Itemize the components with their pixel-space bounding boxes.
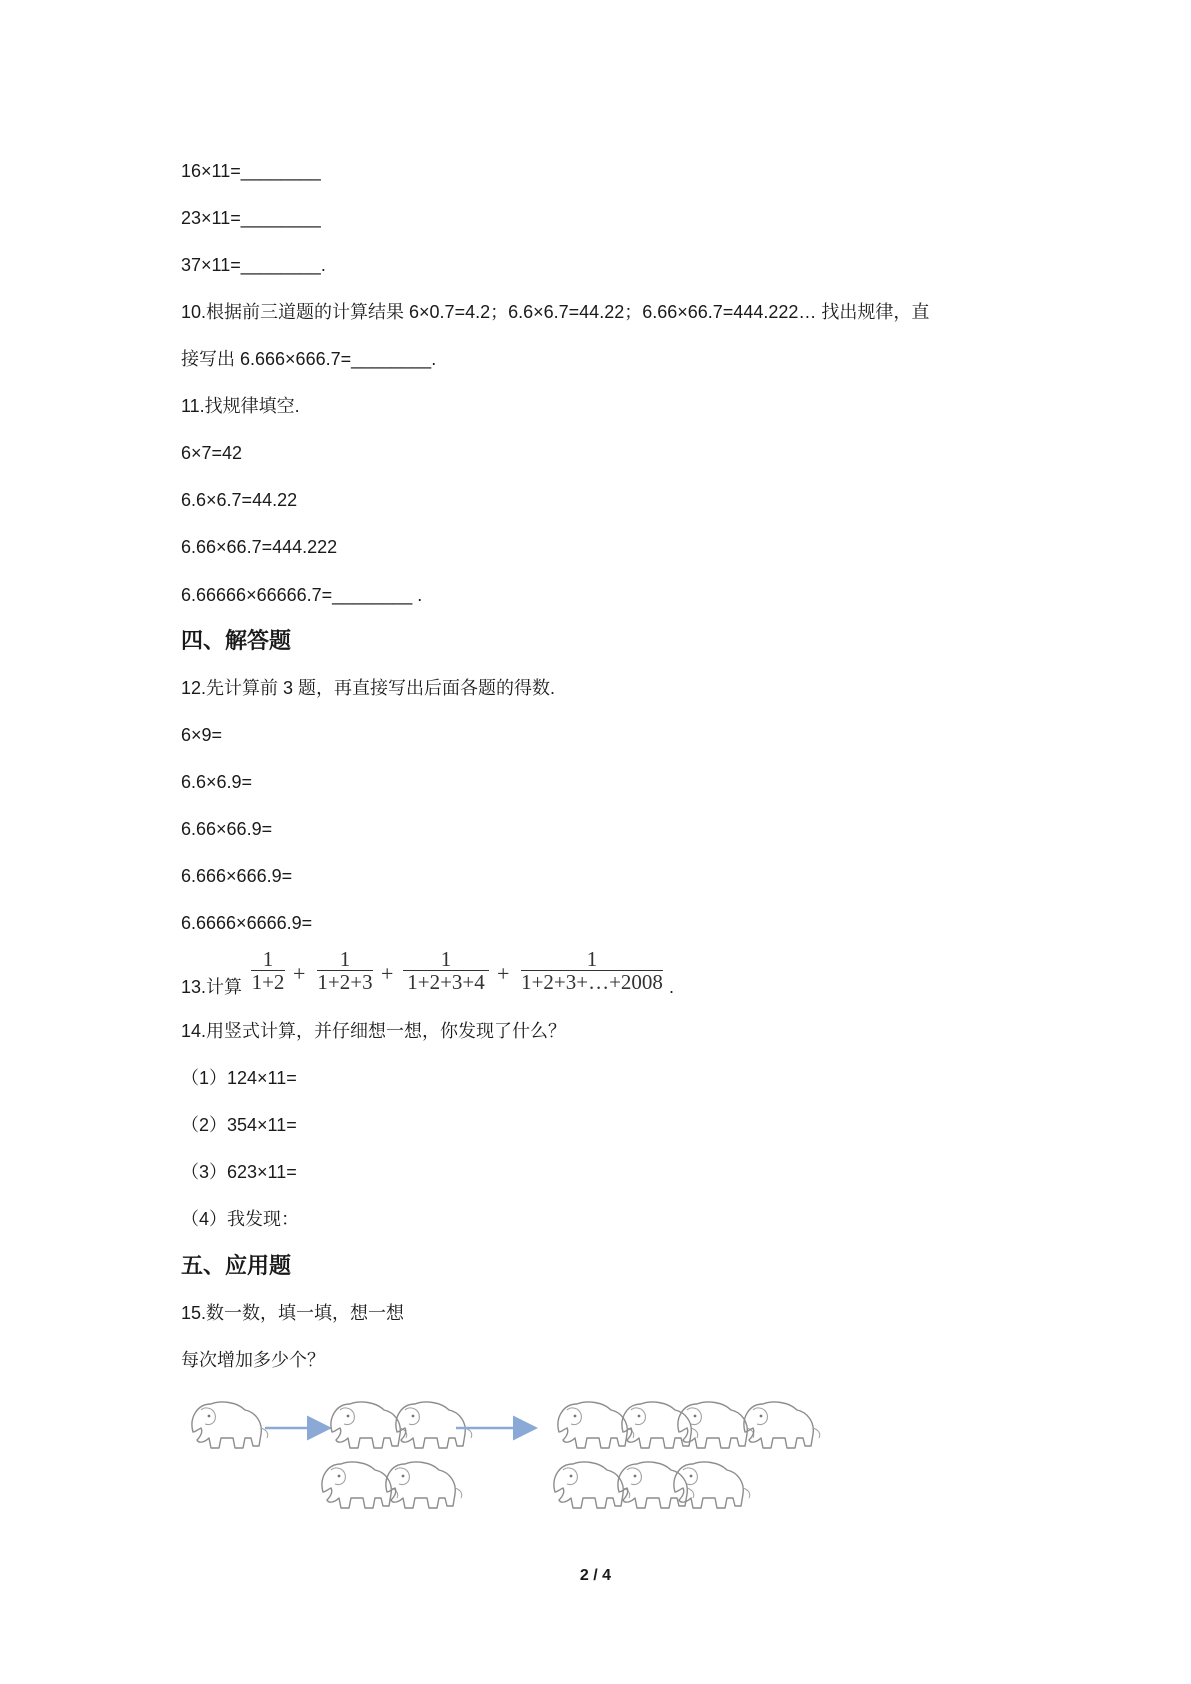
pattern-line: 6×7=42 xyxy=(181,443,243,463)
elephant-icon xyxy=(386,1462,462,1508)
pattern-line: 6.66666×66666.7=________ . xyxy=(181,585,423,605)
question-13-period: . xyxy=(669,977,675,997)
question-10-line-1: 10.根据前三道题的计算结果 6×0.7=4.2；6.6×6.7=44.22；6.66×66.7=444.222… 找出规律，直 xyxy=(181,302,930,322)
question-13-label: 13.计算 xyxy=(181,977,243,997)
subquestion: （2）354×11= xyxy=(181,1115,297,1135)
plus-sign: + xyxy=(381,961,394,986)
elephant-icon xyxy=(396,1402,472,1448)
problem-line: 16×11=________ xyxy=(181,161,321,181)
question-12: 12.先计算前 3 题，再直接写出后面各题的得数. xyxy=(181,678,556,698)
calc-line: 6.6×6.9= xyxy=(181,772,253,792)
fraction-2-denominator: 1+2+3 xyxy=(317,970,373,994)
question-11: 11.找规律填空. xyxy=(181,396,300,416)
section-heading-5: 五、应用题 xyxy=(181,1253,292,1279)
subquestion: （3）623×11= xyxy=(181,1162,297,1182)
elephant-icon xyxy=(618,1462,694,1508)
fraction-1-numerator: 1 xyxy=(262,947,274,971)
plus-sign: + xyxy=(293,961,306,986)
question-15-prompt: 每次增加多少个？ xyxy=(181,1350,325,1370)
plus-sign: + xyxy=(497,961,510,986)
pattern-line: 6.6×6.7=44.22 xyxy=(181,490,298,510)
fraction-2-numerator: 1 xyxy=(339,947,351,971)
problem-line: 37×11=________. xyxy=(181,255,326,275)
fraction-4-numerator: 1 xyxy=(586,947,598,971)
page-number: 2 / 4 xyxy=(579,1567,612,1584)
elephant-icon xyxy=(744,1402,820,1448)
elephant-icon xyxy=(678,1402,754,1448)
elephant-icon xyxy=(622,1402,698,1448)
elephant-icon xyxy=(192,1402,268,1448)
fraction-3-denominator: 1+2+3+4 xyxy=(403,970,489,993)
calc-line: 6.666×666.9= xyxy=(181,866,293,886)
pattern-line: 6.66×66.7=444.222 xyxy=(181,537,338,557)
fraction-3 xyxy=(403,948,489,993)
fraction-3-numerator: 1 xyxy=(440,947,452,971)
elephant-figure xyxy=(181,1390,841,1520)
fraction-4 xyxy=(521,948,663,993)
question-14: 14.用竖式计算，并仔细想一想，你发现了什么？ xyxy=(181,1021,567,1041)
section-heading-4: 四、解答题 xyxy=(181,628,292,654)
question-10-line-2: 接写出 6.666×666.7=________. xyxy=(181,349,437,369)
fraction-1 xyxy=(251,948,285,993)
subquestion: （1）124×11= xyxy=(181,1068,297,1088)
subquestion: （4）我发现： xyxy=(181,1209,300,1229)
question-15: 15.数一数，填一填，想一想 xyxy=(181,1303,405,1323)
elephant-icon xyxy=(674,1462,750,1508)
problem-line: 23×11=________ xyxy=(181,208,321,228)
fraction-2 xyxy=(317,948,373,993)
calc-line: 6.66×66.9= xyxy=(181,819,273,839)
fraction-1-denominator: 1+2 xyxy=(251,970,285,994)
calc-line: 6.6666×6666.9= xyxy=(181,913,313,933)
calc-line: 6×9= xyxy=(181,725,223,745)
fraction-4-denominator: 1+2+3+…+2008 xyxy=(521,970,663,994)
